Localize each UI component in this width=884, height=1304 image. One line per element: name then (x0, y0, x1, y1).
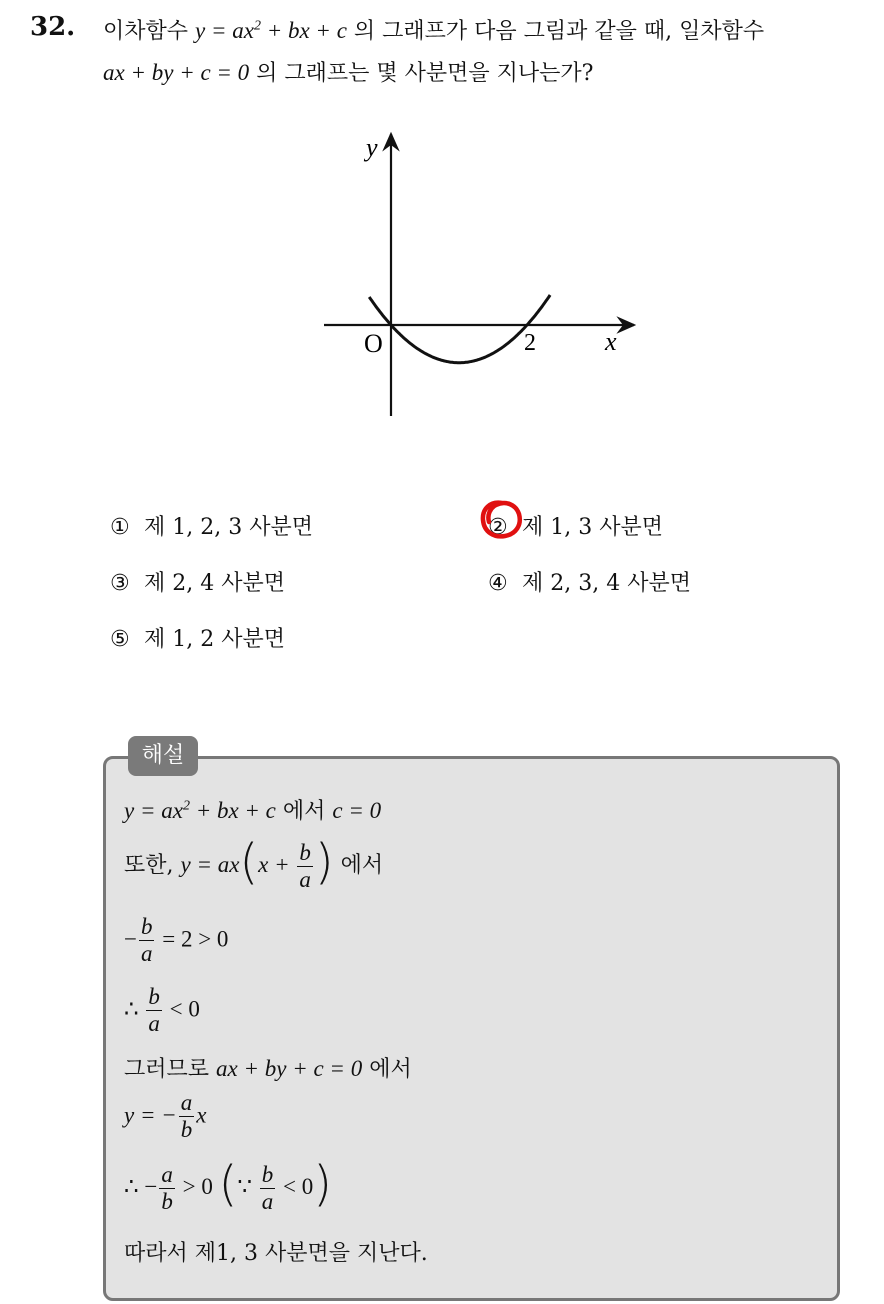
choice-2[interactable]: ② 제 1, 3 사분면 (488, 515, 663, 540)
fraction: $\frac{a}{b}$ (161, 1161, 173, 1214)
solution-line-8: 따라서 제1, 3 사분면을 지난다. (124, 1241, 428, 1266)
linear-equation: ax + by + c = 0 (103, 60, 250, 85)
solution-tag: 해설 (128, 736, 198, 776)
fraction: $\frac{b}{a}$ (140, 914, 153, 966)
question-line-1: 이차함수 $y = ax^2$ + bx + c 의 그래프가 다음 그림과 같을 때, 일차함수 (103, 18, 765, 44)
solution-line-2: 또한, y = ax(x + $\frac{b}{a}$ ) 에서 (124, 834, 384, 892)
solution-line-3: − $\frac{b}{a}$ = 2 > 0 (124, 914, 229, 966)
origin-label: O (364, 329, 383, 358)
choice-1[interactable]: ① 제 1, 2, 3 사분면 (110, 515, 313, 540)
fraction: $\frac{b}{a}$ (148, 984, 160, 1036)
choice-3[interactable]: ③ 제 2, 4 사분면 (110, 571, 285, 596)
x-axis-label: x (605, 327, 617, 356)
root-label: 2 (524, 330, 536, 356)
question-line-2: ax + by + c = 0 의 그래프는 몇 사분면을 지나는가? (103, 60, 594, 86)
solution-line-5: 그러므로 ax + by + c = 0 에서 (124, 1056, 412, 1082)
fraction: $\frac{b}{a}$ (299, 839, 311, 892)
answer-circle-mark (478, 497, 526, 543)
fraction: $\frac{b}{a}$ (261, 1161, 274, 1214)
solution-line-1: $y = ax^2$ + bx + c 에서 c = 0 (124, 798, 382, 824)
y-axis-label: y (366, 133, 378, 162)
choice-4[interactable]: ④ 제 2, 3, 4 사분면 (488, 571, 691, 596)
question-number: 32. (30, 12, 76, 42)
parabola-graph (320, 128, 640, 418)
fraction: $\frac{a}{b}$ (180, 1090, 193, 1142)
solution-line-4: ∴ $\frac{b}{a}$ < 0 (124, 984, 200, 1036)
choice-5[interactable]: ⑤ 제 1, 2 사분면 (110, 627, 285, 652)
solution-line-7: ∴ − $\frac{a}{b}$ > 0 (∵ $\frac{b}{a}$ < 0) (124, 1156, 332, 1214)
parabola-curve (369, 295, 550, 363)
quadratic-equation: $y = ax^2$ + bx + c (195, 18, 347, 43)
solution-line-6: y = − $\frac{a}{b}$ x (124, 1090, 207, 1142)
